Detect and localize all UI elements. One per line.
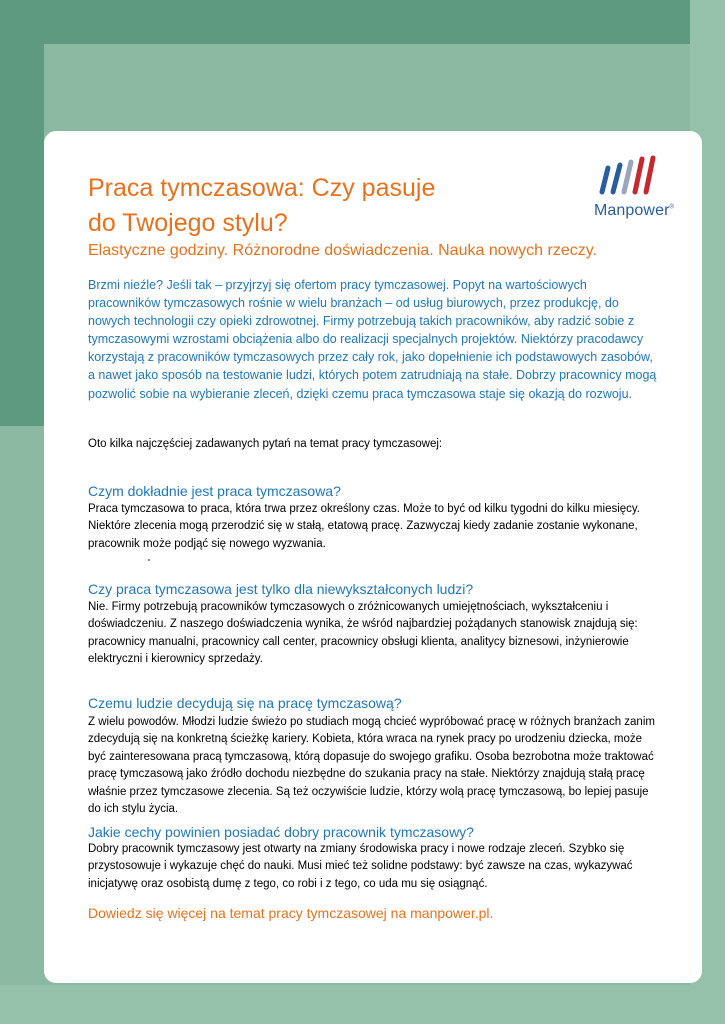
manpower-logo: [589, 154, 689, 226]
title-line-2: do Twojego stylu?: [88, 209, 288, 237]
faq-lead: Oto kilka najczęściej zadawanych pytań na temat pracy tymczasowej:: [88, 438, 443, 450]
faq-answer-3: Z wielu powodów. Młodzi ludzie świeżo po studiach mogą chcieć wypróbować pracę w różnych branżach zanim zdecydują się na konkretną ścieżkę kariery. Kobieta, która wraca na rynek pracy po urodzeniu dziecka, może być zainteresowana pracą tymczasową, którą dopasuje do swojego grafiku. Osoba bezrobotna może traktować pracę tymczasową jako źródło dochodu niezbędne do szukania pracy na stałe. Niektórzy znajdują stałą pracę właśnie przez tymczasowe zlecenia. Są też oczywiście ludzie, którzy wolą pracę tymczasową, bo lepiej pasuje do ich stylu życia.: [88, 716, 655, 816]
faq-question-1: Czym dokładnie jest praca tymczasowa?: [88, 483, 341, 499]
title-line-1: Praca tymczasowa: Czy pasuje: [88, 174, 436, 202]
cta-link-text[interactable]: Dowiedz się więcej na temat pracy tymczasowej na manpower.pl.: [88, 905, 494, 921]
faq-answer-1: Praca tymczasowa to praca, która trwa przez określony czas. Może to być od kilku tygodni do kilku miesięcy. Niektóre zlecenia mogą przerodzić się w stałą, etatową pracę. Zazwyczaj kiedy zadanie zostanie wykonane, pracownik może podjąć się nowego wyzwania.: [88, 503, 641, 550]
document-card: [44, 131, 702, 983]
faq-answer-4: Dobry pracownik tymczasowy jest otwarty na zmiany środowiska pracy i nowe rodzaje zleceń. Szybko się przystosowuje i wykazuje chęć do nauki. Musi mieć też solidne podstawy: być zawsze na czas, wykazywać inicjatywę oraz osobistą dumę z tego, co robi i z tego, co uda mu się osiągnąć.: [88, 843, 633, 890]
intro-paragraph: Brzmi nieźle? Jeśli tak – przyjrzyj się ofertom pracy tymczasowej. Popyt na wartościowych pracowników tymczasowych rośnie w wielu branżach – od usług biurowych, przez produkcję, do nowych technologii czy opieki zdrowotnej. Firmy potrzebują takich pracowników, aby radzić sobie z tymczasowymi wzrostami obciążenia albo do realizacji specjalnych projektów. Niektórzy pracodawcy korzystają z pracowników tymczasowych przez cały rok, jako dopełnienie ich podstawowych zasobów, a nawet jako sposób na testowanie ludzi, których potem zatrudniają na stałe. Dobrzy pracownicy mogą pozwolić sobie na wybieranie zleceń, dzięki czemu praca tymczasowa staje się okazją do rozwoju.: [88, 278, 657, 401]
faq-question-3: Czemu ludzie decydują się na pracę tymczasową?: [88, 695, 402, 711]
background-band-left: [0, 0, 44, 426]
stray-dot: [148, 559, 150, 561]
faq-question-2: Czy praca tymczasowa jest tylko dla niewykształconych ludzi?: [88, 581, 474, 597]
page-title: [88, 171, 528, 241]
faq-answer-2: Nie. Firmy potrzebują pracowników tymczasowych o zróżnicowanych umiejętnościach, wykształceniu i doświadczeniu. Z naszego doświadczenia wynika, że wśród najbardziej pożądanych stanowisk znajdują się: pracownicy manualni, pracownicy call center, pracownicy obsługi klienta, analitycy biznesowi, inżynierowie elektryczni i kierownicy sprzedaży.: [88, 601, 638, 666]
manpower-logo-mark-icon: [589, 154, 661, 196]
manpower-logo-text: Manpower®: [594, 202, 675, 219]
faq-question-4: Jakie cechy powinien posiadać dobry pracownik tymczasowy?: [88, 824, 474, 840]
background-band-bottom: [0, 985, 725, 1024]
subtitle: Elastyczne godziny. Różnorodne doświadczenia. Nauka nowych rzeczy.: [88, 242, 597, 259]
background-band-top: [0, 0, 725, 44]
